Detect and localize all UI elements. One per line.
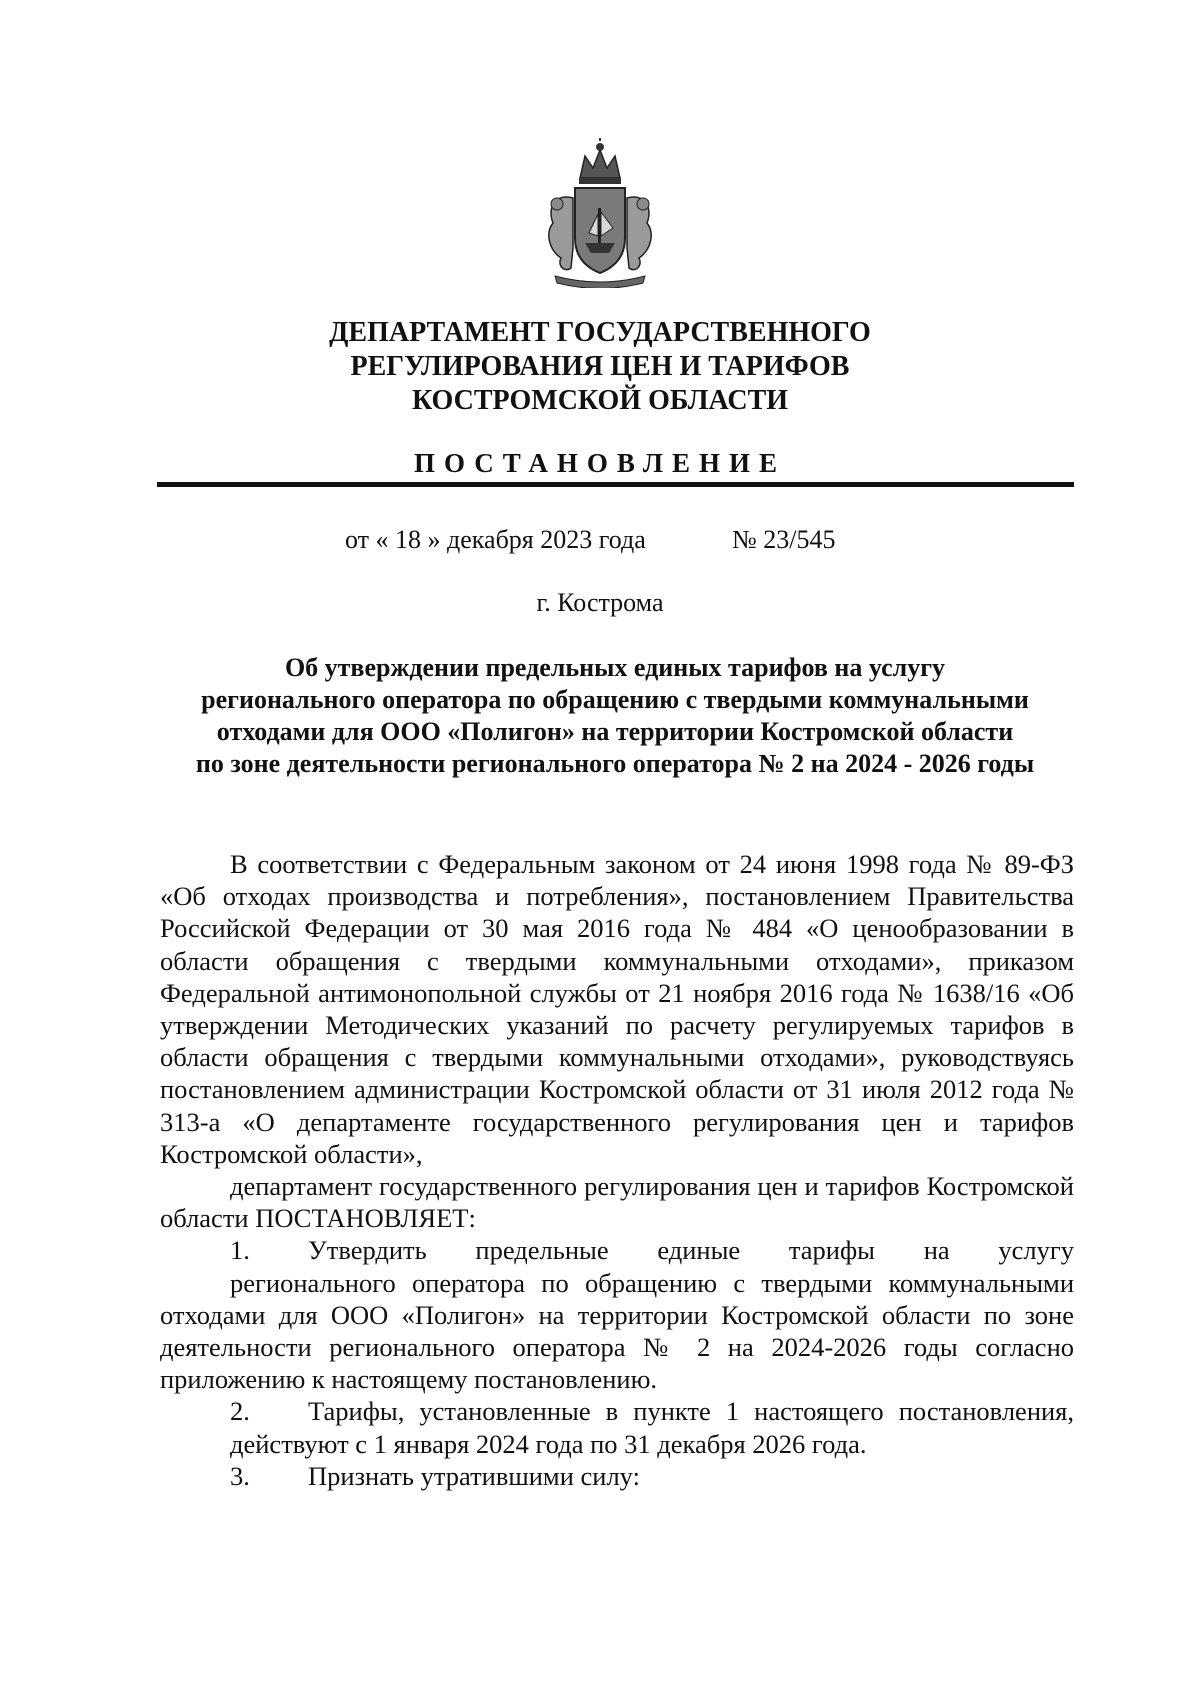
document-body — [160, 848, 1074, 1492]
department-line-3: КОСТРОМСКОЙ ОБЛАСТИ — [411, 385, 789, 416]
kostroma-coat-of-arms-icon — [535, 138, 665, 288]
heading-divider — [157, 482, 1074, 487]
item-first-line: Утвердить предельные единые тарифы на услугу — [308, 1235, 1074, 1266]
item-continuation: действуют с 1 января 2024 года по 31 декабря 2026 года. — [230, 1428, 867, 1459]
title-line-1: Об утверждении предельных единых тарифов на услугу — [284, 653, 946, 682]
document-number: № 23/545 — [732, 525, 836, 554]
resolves-paragraph: департамент государственного регулирования цен и тарифов Костромской области ПОСТАНОВЛЯЕТ: — [160, 1171, 1074, 1234]
title-line-2: регионального оператора по обращению с твердыми коммунальными — [201, 685, 1029, 714]
list-item — [160, 1234, 1074, 1266]
department-name — [0, 316, 1200, 418]
list-item — [160, 1395, 1074, 1427]
item-number: 3. — [230, 1460, 250, 1491]
title-line-4: по зоне деятельности регионального оператора № 2 на 2024 - 2026 годы — [195, 749, 1035, 778]
item-continuation: регионального оператора по обращению с твердыми коммунальными отходами для ООО «Полигон» на территории Костромской области по зоне деятельности регионального оператора № 2 на 2024-2026 годы согласно приложению к настоящему постановлению. — [160, 1267, 1074, 1395]
coat-of-arms-emblem — [535, 138, 665, 288]
department-line-2: РЕГУЛИРОВАНИЯ ЦЕН И ТАРИФОВ — [350, 351, 850, 382]
preamble-paragraph: В соответствии с Федеральным законом от 24 июня 1998 года № 89-ФЗ «Об отходах производства и потребления», постановлением Правительства Российской Федерации от 30 мая 2016 года № 484 «О ценообразовании в области обращения с твердыми коммунальными отходами», приказом Федеральной антимонопольной службы от 21 ноября 2016 года № 1638/16 «Об утверждении Методических указаний по расчету регулируемых тарифов в области обращения с твердыми коммунальными отходами», руководствуясь постановлением администрации Костромской области от 31 июля 2012 года № 313-а «О департаменте государственного регулирования цен и тарифов Костромской области», — [160, 849, 1074, 1169]
document-date: от « 18 » декабря 2023 года — [345, 525, 646, 554]
item-first-line: Тарифы, установленные в пункте 1 настоящего постановления, — [308, 1396, 1074, 1427]
list-item — [160, 1460, 1074, 1492]
title-line-3: отходами для ООО «Полигон» на территории Костромской области — [216, 717, 1014, 746]
document-title — [150, 652, 1080, 780]
item-first-line: Признать утратившими силу: — [308, 1460, 640, 1491]
department-line-1: ДЕПАРТАМЕНТ ГОСУДАРСТВЕННОГО — [329, 317, 871, 348]
document-city: г. Кострома — [536, 588, 664, 617]
document-type-heading: ПОСТАНОВЛЕНИЕ — [413, 448, 787, 478]
item-number: 2. — [230, 1396, 250, 1427]
item-number: 1. — [230, 1235, 250, 1266]
